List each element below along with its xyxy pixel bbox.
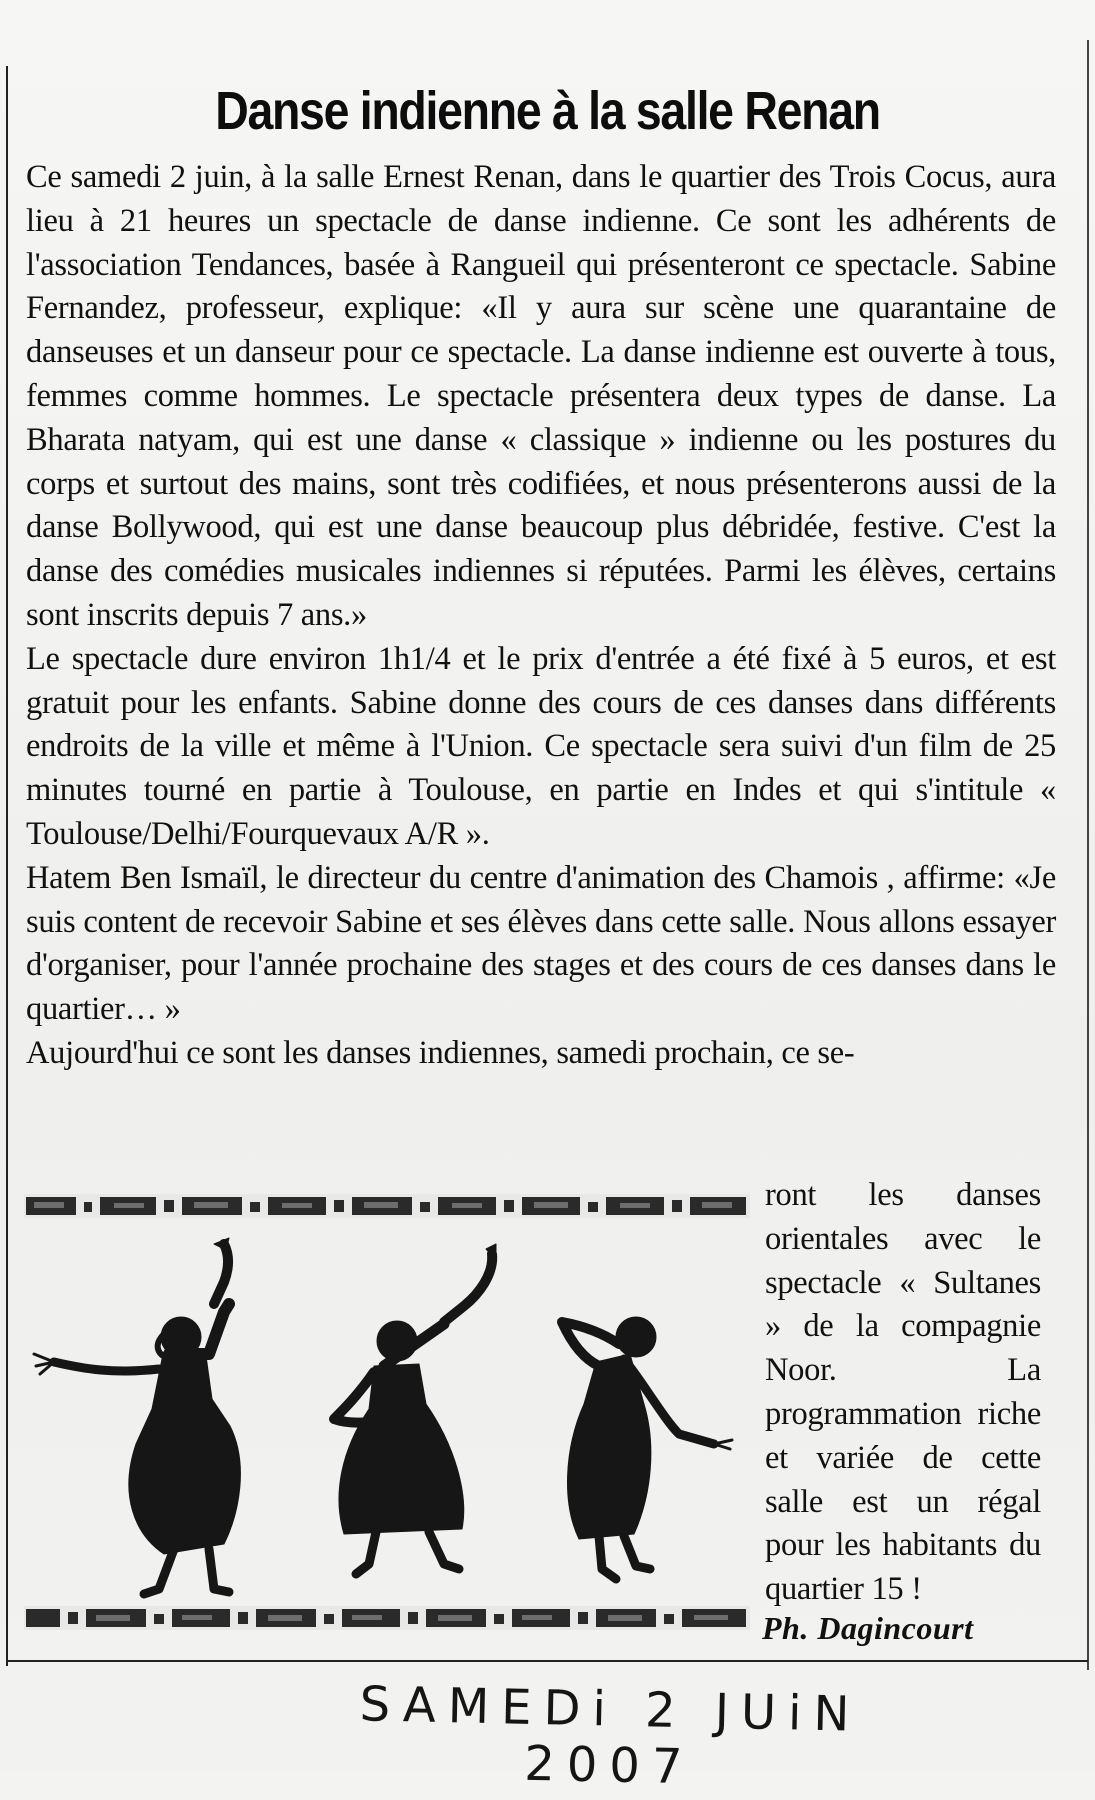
article-paragraph-wrapped: ront les danses orientales avec le spectacle « Sultanes » de la compagnie Noor. La programmation riche et variée de cette salle est un régal pour les habitants du quartier 15 ! [765, 1177, 1041, 1608]
article-signature: Ph. Dagincourt [762, 1610, 974, 1646]
article-paragraph-3: Hatem Ben Ismaïl, le directeur du centre d'animation des Chamois , affirme: «Je suis content de recevoir Sabine et ses élèves dans cette salle. Nous allons essayer d'organiser, pour l'année prochaine des stages et des cours de ces danses dans le quartier… » [26, 859, 1056, 1028]
dancers-photo [24, 1194, 750, 1630]
dancer-left [34, 1238, 240, 1594]
left-border-rule [6, 66, 8, 1666]
article-body [26, 156, 1056, 1076]
right-border-rule [1087, 40, 1089, 1670]
bottom-pattern-band [24, 1606, 750, 1630]
dancer-middle [334, 1244, 496, 1574]
article-headline: Danse indienne à la salle Renan [215, 81, 880, 141]
article-paragraph-1: Ce samedi 2 juin, à la salle Ernest Renan, dans le quartier des Trois Cocus, aura lieu à 21 heures un spectacle de danse indienne. Ce sont les adhérents de l'association Tendances, basée à Rangueil qui présenteront ce spectacle. Sabine Fernandez, professeur, explique: «Il y aura sur scène une quarantaine de danseuses et un danseur pour ce spectacle. La danse indienne est ouverte à tous, femmes comme hommes. Le spectacle présentera deux types de danse. La Bharata natyam, qui est une danse « classique » indienne ou les postures du corps et surtout des mains, sont très codifiées, et nous présenterons aussi de la danse Bollywood, qui est une danse beaucoup plus débridée, festive. C'est la danse des comédies musicales indiennes si réputées. Parmi les élèves, certains sont inscrits depuis 7 ans.» [26, 159, 1056, 633]
dancer-right [562, 1317, 732, 1579]
article-paragraph-2: Le spectacle dure environ 1h1/4 et le prix d'entrée a été fixé à 5 euros, et est gratuit pour les enfants. Sabine donne des cours de ces danses dans différents endroits de la ville et même à l'Union. Ce spectacle sera suivi d'un film de 25 minutes tourné en partie à Toulouse, en partie en Indes et qui s'intitule « Toulouse/Delhi/Fourquevaux A/R ». [26, 640, 1056, 852]
article-paragraph-4: Aujourd'hui ce sont les danses indiennes, samedi prochain, ce se- [26, 1034, 855, 1071]
handwritten-date: SAMEDi 2 JUiN 2007 [359, 1676, 862, 1796]
top-pattern-band [24, 1194, 750, 1218]
bottom-border-rule [6, 1660, 1088, 1662]
